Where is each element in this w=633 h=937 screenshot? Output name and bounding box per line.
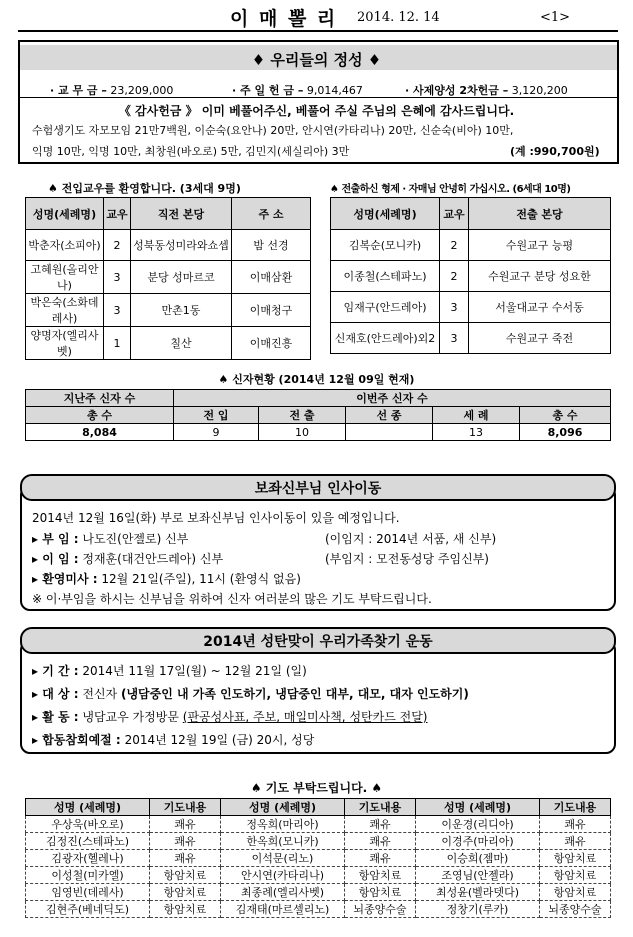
cell: 쾌유 xyxy=(345,850,416,867)
campaign-target-label: ▸ 대 상 : xyxy=(32,687,79,701)
cell: 총 수 xyxy=(26,407,174,424)
cell: 만촌1동 xyxy=(131,294,232,327)
prayer-table xyxy=(25,798,611,918)
cell: 쾌유 xyxy=(345,816,416,833)
cell: 수원교구 분당 성요한 xyxy=(469,261,611,292)
offering-title: ♦ 우리들의 정성 ♦ xyxy=(251,51,382,69)
campaign-target xyxy=(32,685,469,702)
transfer-out-header xyxy=(331,198,611,230)
teaching-offering xyxy=(50,82,173,98)
welcome-mass xyxy=(32,570,301,587)
cell: 이성철(미카엘) xyxy=(26,867,150,884)
cell: 8,084 xyxy=(26,424,174,441)
transfer-out-title: ♠ 전출하신 형제 · 자매님 안녕히 가십시오. (6세대 10명) xyxy=(330,184,571,195)
cell: 3 xyxy=(440,323,469,354)
sunday-offering-label: · 주 일 헌 금 – xyxy=(232,84,304,97)
cell: 임재구(안드레아) xyxy=(331,292,440,323)
priest-leave-note: (부임지 : 모전동성당 주임신부) xyxy=(325,552,489,566)
cell: 9 xyxy=(174,424,259,441)
cell: 박춘자(소피아) xyxy=(26,230,104,261)
table-row xyxy=(331,230,611,261)
cell: 10 xyxy=(259,424,346,441)
table-row xyxy=(26,261,311,294)
priest-leave-text: 정재훈(대건안드레아) 신부 xyxy=(82,552,224,566)
table-row xyxy=(26,901,611,918)
welcome-mass-text: 12월 21일(주일), 11시 (환영식 없음) xyxy=(101,572,301,586)
cell: 뇌종양수술 xyxy=(345,901,416,918)
cell: 2 xyxy=(440,230,469,261)
cell: 김재태(마르셀리노) xyxy=(221,901,345,918)
cell: 8,096 xyxy=(520,424,611,441)
bulletin-title: 이 매 뽈 리 xyxy=(230,8,338,30)
cell: 성명 (세례명) xyxy=(416,799,540,816)
cell: 3 xyxy=(104,261,131,294)
priest-line-1: 2014년 12월 16일(화) 부로 보좌신부님 인사이동이 있을 예정입니다. xyxy=(32,511,400,525)
cell: 이승희(젬마) xyxy=(416,850,540,867)
cell: 쾌유 xyxy=(150,816,221,833)
cell: 김정진(스테파노) xyxy=(26,833,150,850)
cell: 항암치료 xyxy=(540,850,611,867)
last-week-label: 지난주 신자 수 xyxy=(26,390,174,407)
offering-divider xyxy=(20,97,617,98)
campaign-target-detail: (냉담중인 내 가족 인도하기, 냉담중인 대부, 대모, 대자 인도하기) xyxy=(120,687,469,701)
cell: 전 출 xyxy=(259,407,346,424)
priest-new xyxy=(32,530,188,547)
campaign-activity-label: ▸ 활 동 : xyxy=(32,710,79,724)
cell: 뇌종양수술 xyxy=(540,901,611,918)
cell: 항암치료 xyxy=(540,867,611,884)
cell: 세 례 xyxy=(433,407,520,424)
cell: 선 종 xyxy=(346,407,433,424)
seminary-offering xyxy=(405,82,568,98)
transfer-out-col-count: 교우 xyxy=(440,198,469,230)
cell: 쾌유 xyxy=(540,833,611,850)
thanks-line-1: 수험생기도 자모모임 21만7백원, 이순숙(요안나) 20만, 안시연(카타리나) 20만, 신순숙(비아) 10만, xyxy=(32,124,514,137)
seminary-offering-label: · 사제양성 2차헌금 – xyxy=(405,84,509,97)
campaign-period-label: ▸ 기 간 : xyxy=(32,664,79,678)
prayer-header xyxy=(26,799,611,816)
cell: 김광자(헬레나) xyxy=(26,850,150,867)
header-divider xyxy=(18,30,618,32)
cell: 쾌유 xyxy=(345,833,416,850)
cell: 이매청구 xyxy=(232,294,311,327)
cell: 최성윤(벨라뎃다) xyxy=(416,884,540,901)
cell: 김복순(모니카) xyxy=(331,230,440,261)
cell: 정창기(루카) xyxy=(416,901,540,918)
thanks-line-2: 익명 10만, 익명 10만, 최창원(바오로) 5만, 김민지(세실리아) 3만 xyxy=(32,145,350,158)
bulletin-date: 2014. 12. 14 xyxy=(357,10,440,25)
cell: 2 xyxy=(440,261,469,292)
believers-header-2 xyxy=(26,407,611,424)
believers-table xyxy=(25,389,611,441)
cell: 수원교구 죽전 xyxy=(469,323,611,354)
priest-note: ※ 이·부임을 하시는 신부님을 위하여 신자 여러분의 많은 기도 부탁드립니다. xyxy=(32,592,432,606)
cell: 이종철(스테파노) xyxy=(331,261,440,292)
cell: 이운경(리디아) xyxy=(416,816,540,833)
cell: 3 xyxy=(104,294,131,327)
cell: 항암치료 xyxy=(150,884,221,901)
believers-header-1 xyxy=(26,390,611,407)
table-row xyxy=(26,294,311,327)
sunday-offering-value: 9,014,467 xyxy=(306,84,363,97)
priest-new-label: ▸ 부 임 : xyxy=(32,532,79,546)
transfer-out-col-name: 성명(세례명) xyxy=(331,198,440,230)
cell: 성명 (세례명) xyxy=(26,799,150,816)
cell: 안시연(카타리나) xyxy=(221,867,345,884)
cell: 3 xyxy=(440,292,469,323)
cell: 2 xyxy=(104,230,131,261)
sunday-offering xyxy=(232,82,363,98)
cell: 한옥희(모니카) xyxy=(221,833,345,850)
cell: 고혜원(올리안나) xyxy=(26,261,104,294)
table-row xyxy=(331,261,611,292)
cell: 13 xyxy=(433,424,520,441)
campaign-period-text: 2014년 11월 17일(월) ~ 12월 21일 (일) xyxy=(82,664,307,678)
cell: 이매삼환 xyxy=(232,261,311,294)
thanks-heading: 《 감사헌금 》 이미 베풀어주신, 베풀어 주실 주님의 은혜에 감사드립니다. xyxy=(118,104,515,118)
cell: 서울대교구 수서동 xyxy=(469,292,611,323)
cell: 성명 (세례명) xyxy=(221,799,345,816)
cell: 칠산 xyxy=(131,327,232,360)
believers-title: ♠ 신자현황 (2014년 12월 09일 현재) xyxy=(218,373,415,386)
cell: 성북동성미라와쇼셉 xyxy=(131,230,232,261)
transfer-in-table xyxy=(25,197,311,360)
table-row xyxy=(331,323,611,354)
table-row xyxy=(26,327,311,360)
prayer-title: ♠ 기도 부탁드립니다. ♠ xyxy=(250,781,383,795)
campaign-joint-label: ▸ 합동참회예절 : xyxy=(32,733,121,747)
priest-leave xyxy=(32,550,223,567)
cell: 항암치료 xyxy=(540,884,611,901)
campaign-activity-detail: (판공성사표, 주보, 매일미사책, 성탄카드 전달) xyxy=(182,710,428,724)
cell: 쾌유 xyxy=(540,816,611,833)
cell: 최종례(엘리사벳) xyxy=(221,884,345,901)
cell: 임영빈(데레사) xyxy=(26,884,150,901)
cell: 기도내용 xyxy=(150,799,221,816)
cell xyxy=(346,424,433,441)
cell: 분당 성마르코 xyxy=(131,261,232,294)
transfer-out-col-parish: 전출 본당 xyxy=(469,198,611,230)
this-week-label: 이번주 신자 수 xyxy=(174,390,611,407)
cell: 기도내용 xyxy=(540,799,611,816)
cell: 조영님(안젤라) xyxy=(416,867,540,884)
teaching-offering-label: · 교 무 금 – xyxy=(50,84,107,97)
priest-new-note: (이임지 : 2014년 서품, 새 신부) xyxy=(325,532,497,546)
teaching-offering-value: 23,209,000 xyxy=(110,84,174,97)
cell: 양명자(엘리사벳) xyxy=(26,327,104,360)
cell: 신재호(안드레아)외2 xyxy=(331,323,440,354)
transfer-in-col-count: 교우 xyxy=(104,198,131,230)
cell: 박은숙(소화데레사) xyxy=(26,294,104,327)
cell: 항암치료 xyxy=(345,884,416,901)
cell: 정옥희(마리아) xyxy=(221,816,345,833)
table-row xyxy=(26,884,611,901)
campaign-title: 2014년 성탄맞이 우리가족찾기 운동 xyxy=(20,627,616,654)
transfer-in-col-name: 성명(세례명) xyxy=(26,198,104,230)
cell: 김현주(베네딕도) xyxy=(26,901,150,918)
cell: 수원교구 능평 xyxy=(469,230,611,261)
cell: 항암치료 xyxy=(345,867,416,884)
page-number: <1> xyxy=(540,10,571,25)
table-row xyxy=(26,833,611,850)
welcome-mass-label: ▸ 환영미사 : xyxy=(32,572,98,586)
campaign-period xyxy=(32,662,307,679)
transfer-in-header xyxy=(26,198,311,230)
campaign-target-text: 전신자 xyxy=(82,687,118,701)
table-row xyxy=(26,230,311,261)
cell: 우상욱(바오로) xyxy=(26,816,150,833)
cell: 이매진흥 xyxy=(232,327,311,360)
transfer-in-title: ♠ 전입교우를 환영합니다. (3세대 9명) xyxy=(48,182,241,195)
campaign-activity-text: 냉담교우 가정방문 xyxy=(82,710,179,724)
priest-new-text: 나도진(안젤로) 신부 xyxy=(82,532,189,546)
cell: 쾌유 xyxy=(150,833,221,850)
transfer-out-table xyxy=(330,197,611,354)
cell: 기도내용 xyxy=(345,799,416,816)
transfer-in-col-address: 주 소 xyxy=(232,198,311,230)
table-row xyxy=(331,292,611,323)
table-row xyxy=(26,850,611,867)
cell: 이경주(마리아) xyxy=(416,833,540,850)
table-row xyxy=(26,867,611,884)
cell: 밤 선경 xyxy=(232,230,311,261)
seminary-offering-value: 3,120,200 xyxy=(511,84,568,97)
cell: 쾌유 xyxy=(150,850,221,867)
campaign-activity xyxy=(32,708,428,725)
priest-title: 보좌신부님 인사이동 xyxy=(20,474,616,501)
cell: 총 수 xyxy=(520,407,611,424)
priest-leave-label: ▸ 이 임 : xyxy=(32,552,79,566)
believers-values xyxy=(26,424,611,441)
cell: 항암치료 xyxy=(150,867,221,884)
thanks-total: (계 :990,700원) xyxy=(510,145,600,158)
cell: 1 xyxy=(104,327,131,360)
cell: 전 입 xyxy=(174,407,259,424)
campaign-joint-text: 2014년 12월 19일 (금) 20시, 성당 xyxy=(124,733,315,747)
transfer-in-col-parish: 직전 본당 xyxy=(131,198,232,230)
cell: 이석문(리노) xyxy=(221,850,345,867)
cell: 항암치료 xyxy=(150,901,221,918)
campaign-joint xyxy=(32,731,314,748)
table-row xyxy=(26,816,611,833)
